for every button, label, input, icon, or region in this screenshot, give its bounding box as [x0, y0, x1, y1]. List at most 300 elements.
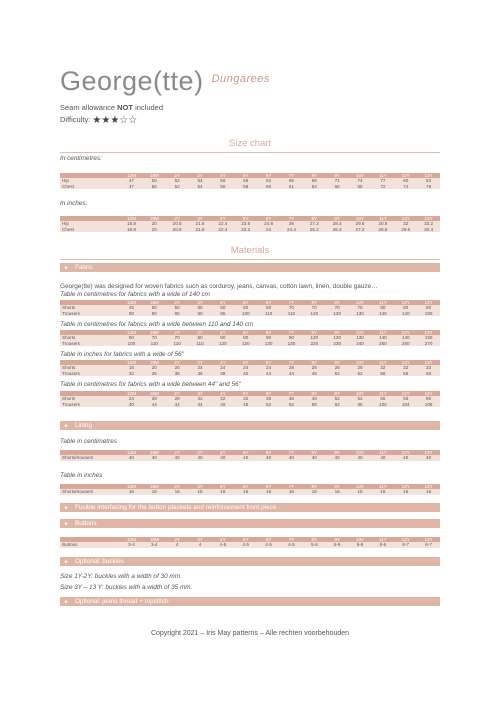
table-cell: 90 [197, 310, 203, 316]
size-header-cell: 4Y [220, 391, 226, 396]
table-cell: 68 [311, 178, 317, 184]
table-cell: 30.4 [424, 226, 434, 232]
table-cell: 59 [243, 178, 249, 184]
size-header-cell: 4Y [220, 537, 226, 542]
table-cell: 56 [380, 370, 386, 376]
size-header-cell: 2Y [174, 330, 180, 335]
table-cell: 23.6 [241, 221, 251, 227]
row-label: Shorts [62, 335, 76, 341]
table-cell: 140 [401, 310, 410, 316]
table-cell: 5-6 [379, 542, 387, 548]
table-cell: 32 [380, 365, 386, 371]
table-cell: 130 [287, 340, 296, 346]
size-header-cell: 2Y [174, 450, 180, 455]
size-header-cell: 11Y [378, 360, 387, 365]
table-cell: 33.2 [424, 221, 434, 227]
table-cell: 40 [243, 455, 249, 461]
table-cell: 90 [266, 335, 272, 341]
size-header-cell: 18M [149, 173, 159, 178]
table-cell: 40 [220, 455, 226, 461]
star-rating-icon: ★★★☆☆ [92, 115, 138, 126]
table-cell: 6-7 [425, 542, 432, 548]
fabric-table-4-caption: Table in centimetres for fabrics with a wide between 44" and 56" [60, 381, 241, 388]
table-cell: 110 [173, 340, 181, 346]
table-cell: 80 [380, 305, 386, 311]
table-cell: 52 [357, 370, 363, 376]
difficulty-rating [60, 115, 137, 126]
table-cell: 26 [288, 221, 294, 227]
buttons-band-label: Buttons [74, 520, 97, 527]
table-cell: 50 [151, 305, 157, 311]
table-cell: 40 [174, 455, 180, 461]
table-cell: 40 [151, 455, 157, 461]
table-row [60, 311, 440, 316]
table-row [60, 227, 440, 232]
table-cell: 3-4 [128, 542, 135, 548]
size-header-cell: 12M [126, 300, 136, 305]
table-cell: 56 [380, 396, 386, 402]
size-header-cell: 5Y [242, 330, 249, 335]
row-label: Hip [62, 221, 69, 227]
table-cell: 80 [403, 178, 409, 184]
table-cell: 16 [288, 489, 294, 495]
table-row [60, 184, 440, 189]
size-header-cell: 5Y [242, 173, 249, 178]
chevron-right-icon: ► [64, 559, 69, 565]
size-header-cell: 11Y [378, 484, 387, 489]
table-cell: 21.6 [195, 226, 205, 232]
size-header-cell: 4Y [220, 216, 226, 221]
row-label: Hip [62, 178, 69, 184]
footer-copyright: Copyright 2021 – Iris May patterns – Alle rechten voorbehouden [150, 630, 350, 637]
table-cell: 28 [151, 396, 157, 402]
size-header-cell: 12Y [401, 216, 410, 221]
row-label: Trousers [62, 340, 80, 346]
table-cell: 110 [196, 340, 204, 346]
size-header-cell: 4Y [220, 330, 226, 335]
table-cell: 20 [174, 365, 180, 371]
table-cell: 60 [426, 396, 432, 402]
size-header-cell: 3Y [197, 360, 203, 365]
table-cell: 50 [151, 178, 157, 184]
size-header-cell: 5Y [242, 450, 249, 455]
size-header-cell: 12M [126, 360, 136, 365]
size-header-cell: 5Y [242, 537, 249, 542]
table-cell: 130 [264, 340, 273, 346]
materials-heading: Materials [60, 245, 440, 256]
table-cell: 60 [128, 335, 134, 341]
table-cell: 24 [266, 365, 272, 371]
size-header-cell: 11Y [378, 173, 387, 178]
table-cell: 52 [174, 178, 180, 184]
table-cell: 30.8 [378, 221, 388, 227]
table-cell: 48 [243, 401, 249, 407]
size-header-cell: 12Y [401, 537, 410, 542]
table-cell: 52 [334, 370, 340, 376]
table-cell: 150 [424, 335, 433, 341]
table-cell: 45 [128, 305, 134, 311]
row-label: Trousers [62, 370, 80, 376]
table-cell: 230 [333, 340, 341, 346]
table-cell: 63 [311, 183, 317, 189]
table-cell: 16 [151, 489, 157, 495]
table-cell: 68 [357, 183, 363, 189]
table-cell: 48 [311, 396, 317, 402]
table-cell: 260 [401, 340, 410, 346]
size-header-cell: 2Y [174, 360, 180, 365]
table-cell: 104 [401, 401, 410, 407]
table-cell: 24 [220, 365, 226, 371]
size-header-cell: 10Y [355, 216, 365, 221]
table-cell: 36 [197, 370, 203, 376]
table-cell: 23.2 [241, 226, 251, 232]
table-cell: 32 [403, 221, 409, 227]
size-header-cell: 13Y [424, 173, 433, 178]
size-chart-inch-table [60, 216, 440, 232]
row-label: Shorts [62, 365, 76, 371]
size-header-cell: 5Y [242, 484, 249, 489]
table-cell: 5-6 [356, 542, 364, 548]
size-header-cell: 12Y [401, 450, 410, 455]
size-header-cell: 3Y [197, 537, 203, 542]
size-header-cell: 3Y [197, 484, 203, 489]
table-cell: 40 [311, 455, 317, 461]
table-cell: 16 [220, 489, 226, 495]
table-cell: 48 [220, 401, 226, 407]
size-header-cell: 11Y [378, 300, 387, 305]
table-cell: 83 [426, 178, 432, 184]
table-cell: 56 [403, 396, 409, 402]
size-header-cell: 11Y [378, 450, 387, 455]
row-label: Shorts [62, 305, 76, 311]
size-header-cell: 9Y [334, 391, 340, 396]
size-header-cell: 9Y [334, 216, 340, 221]
table-cell: 40 [266, 455, 272, 461]
size-header-cell: 3Y [197, 173, 203, 178]
size-header-cell: 3Y [197, 391, 203, 396]
size-header-cell: 4Y [220, 360, 226, 365]
table-cell: 40 [357, 455, 363, 461]
fabric-table-2-caption: Table in centimetres for fabrics with a wide between 110 and 140 cm [60, 321, 254, 328]
table-cell: 16 [243, 489, 249, 495]
chevron-right-icon: ► [64, 423, 69, 429]
table-cell: 36 [288, 396, 294, 402]
size-header-cell: 18M [149, 330, 159, 335]
table-row [60, 402, 440, 407]
table-cell: 44 [197, 401, 203, 407]
table-cell: 120 [219, 340, 227, 346]
table-cell: 65 [288, 178, 294, 184]
table-cell: 66 [334, 183, 340, 189]
row-label: Chest [62, 183, 75, 189]
table-cell: 74 [357, 178, 363, 184]
fabric-table-3 [60, 360, 440, 376]
table-cell: 20.8 [172, 226, 182, 232]
size-header-cell: 6Y [265, 391, 272, 396]
table-cell: 60 [243, 305, 249, 311]
lining-band [60, 421, 440, 430]
lining-cm-table [60, 450, 440, 461]
table-cell: 95 [220, 310, 226, 316]
buttons-table [60, 537, 440, 548]
size-header-cell: 12Y [401, 484, 410, 489]
size-header-cell: 12M [126, 484, 136, 489]
table-cell: 16 [266, 489, 272, 495]
table-cell: 4-5 [242, 542, 250, 548]
size-header-cell: 18M [149, 537, 159, 542]
size-header-cell: 10Y [355, 360, 365, 365]
table-cell: 60 [266, 305, 272, 311]
table-cell: 44 [288, 370, 294, 376]
table-cell: 70 [357, 305, 363, 311]
table-cell: 52 [174, 183, 180, 189]
table-cell: 20.8 [172, 221, 182, 227]
table-cell: 32 [243, 396, 249, 402]
size-header-cell: 11Y [378, 330, 387, 335]
size-header-cell: 7Y [288, 450, 295, 455]
size-header-cell: 12Y [401, 173, 410, 178]
seam-allowance-note [60, 103, 163, 112]
table-cell: 54 [197, 183, 203, 189]
size-header-cell: 8Y [311, 450, 318, 455]
table-cell: 18.8 [126, 221, 136, 227]
table-cell: 18.8 [126, 226, 136, 232]
size-header-cell: 7Y [288, 300, 295, 305]
table-cell: 40 [128, 401, 134, 407]
table-cell: 28 [357, 365, 363, 371]
row-label: Chest [62, 226, 75, 232]
table-cell: 36 [266, 396, 272, 402]
table-cell: 60 [266, 183, 272, 189]
size-header-cell: 4Y [220, 300, 226, 305]
size-header-cell: 6Y [265, 450, 272, 455]
fabric-band-label: Fabric [74, 264, 93, 271]
size-header-cell: 2Y [174, 300, 180, 305]
table-cell: 20 [151, 365, 157, 371]
size-header-cell: 5Y [242, 300, 249, 305]
chevron-right-icon: ► [64, 521, 69, 527]
seam-suffix: included [135, 103, 164, 112]
size-header-cell: 6Y [265, 173, 272, 178]
table-cell: 90 [151, 310, 157, 316]
size-header-cell: 8Y [311, 173, 318, 178]
table-cell: 44 [174, 401, 180, 407]
size-header-cell: 2Y [174, 391, 180, 396]
buckles-line-2: Size 3Y – 13 Y: buckles with a width of 35 mm. [60, 584, 193, 591]
size-header-cell: 9Y [334, 173, 340, 178]
fabric-table-2 [60, 330, 440, 346]
lining-cm-caption: Table in centimetres [60, 438, 117, 445]
table-cell: 108 [424, 401, 433, 407]
size-header-cell: 7Y [288, 216, 295, 221]
table-cell: 140 [379, 335, 387, 341]
size-header-cell: 12Y [401, 391, 410, 396]
table-cell: 52 [266, 401, 272, 407]
table-cell: 4-5 [265, 542, 272, 548]
interfacing-band-label: Fusible interfacing for the button plackets and reinforcement front piece [74, 504, 277, 511]
table-row [60, 371, 440, 376]
size-header-cell: 10Y [355, 330, 365, 335]
size-header-cell: 3Y [197, 300, 203, 305]
table-cell: 72 [380, 183, 386, 189]
seam-bold: NOT [117, 103, 133, 112]
size-header-cell: 7Y [288, 360, 295, 365]
size-header-cell: 6Y [265, 360, 272, 365]
size-header-cell: 8Y [311, 216, 318, 221]
table-cell: 40 [334, 455, 340, 461]
table-cell: 250 [379, 340, 387, 346]
table-cell: 24 [266, 226, 272, 232]
table-cell: 62 [266, 178, 272, 184]
table-cell: 6-7 [402, 542, 410, 548]
size-header-cell: 12M [126, 537, 136, 542]
table-cell: 76 [426, 183, 432, 189]
size-header-cell: 10Y [355, 391, 365, 396]
table-cell: 80 [197, 335, 203, 341]
size-header-cell: 12Y [401, 330, 410, 335]
table-cell: 27.2 [309, 221, 319, 227]
difficulty-label: Difficulty: [60, 115, 91, 124]
size-header-cell: 7Y [288, 537, 295, 542]
table-cell: 100 [379, 401, 387, 407]
table-cell: 80 [243, 335, 249, 341]
table-cell: 120 [310, 310, 319, 316]
size-chart-heading: Size chart [60, 138, 440, 149]
table-row [60, 455, 440, 460]
size-header-cell: 13Y [424, 360, 433, 365]
table-cell: 56 [220, 178, 226, 184]
table-cell: 16 [174, 489, 180, 495]
table-cell: 16 [426, 489, 432, 495]
fabric-band [60, 263, 440, 272]
size-chart-cm-table [60, 173, 440, 189]
table-cell: 70 [311, 305, 317, 311]
size-header-cell: 18M [149, 391, 159, 396]
table-cell: 130 [333, 310, 341, 316]
size-header-cell: 2Y [174, 216, 180, 221]
size-header-cell: 6Y [265, 537, 272, 542]
table-cell: 24 [128, 396, 134, 402]
size-header-cell: 8Y [311, 391, 318, 396]
table-cell: 270 [424, 340, 433, 346]
table-cell: 130 [356, 310, 364, 316]
size-header-cell: 11Y [378, 391, 387, 396]
table-row [60, 341, 440, 346]
table-cell: 40 [403, 455, 409, 461]
table-cell: 27.2 [355, 226, 365, 232]
table-cell: 5-6 [310, 542, 318, 548]
table-cell: 56 [220, 183, 226, 189]
size-header-cell: 9Y [334, 330, 340, 335]
size-header-cell: 10Y [355, 484, 365, 489]
size-header-cell: 18M [149, 216, 159, 221]
size-header-cell: 13Y [424, 484, 433, 489]
lining-band-label: Lining [74, 422, 93, 429]
size-header-cell: 18M [149, 484, 159, 489]
table-cell: 24 [243, 365, 249, 371]
size-header-cell: 9Y [334, 537, 340, 542]
table-cell: 24 [197, 365, 203, 371]
table-cell: 74 [403, 183, 409, 189]
table-cell: 40 [288, 455, 294, 461]
table-cell: 28.4 [332, 221, 342, 227]
size-header-cell: 9Y [334, 300, 340, 305]
table-cell: 150 [424, 310, 433, 316]
table-cell: 20 [151, 226, 157, 232]
table-cell: 40 [128, 455, 134, 461]
size-header-cell: 8Y [311, 300, 318, 305]
chevron-right-icon: ► [64, 505, 69, 511]
table-cell: 22.4 [218, 221, 228, 227]
size-header-cell: 5Y [242, 216, 249, 221]
row-label: Buttons [62, 542, 78, 548]
table-cell: 47 [128, 183, 134, 189]
table-cell: 70 [174, 335, 180, 341]
table-cell: 28 [174, 396, 180, 402]
table-cell: 77 [380, 178, 386, 184]
table-cell: 4-5 [288, 542, 295, 548]
table-cell: 16 [380, 489, 386, 495]
size-header-cell: 12M [126, 330, 136, 335]
table-cell: 29.6 [355, 221, 365, 227]
jeans-band [60, 597, 440, 606]
table-cell: 16 [357, 489, 363, 495]
table-cell: 28 [311, 365, 317, 371]
table-cell: 32 [426, 365, 432, 371]
table-cell: 4 [175, 542, 179, 548]
table-cell: 3-4 [150, 542, 158, 548]
table-cell: 28 [334, 365, 340, 371]
table-cell: 16 [334, 489, 340, 495]
table-cell: 88 [311, 401, 317, 407]
row-label: Shorts/trousers [62, 489, 94, 495]
buckles-band-label: Optional: buckles [74, 558, 124, 565]
size-header-cell: 11Y [378, 216, 387, 221]
size-header-cell: 10Y [355, 450, 365, 455]
table-cell: 80 [220, 335, 226, 341]
fabric-table-1-caption: Table in centimetres for fabrics with a wide of 140 cm [60, 291, 211, 298]
table-cell: 70 [334, 305, 340, 311]
size-header-cell: 10Y [355, 173, 365, 178]
table-cell: 40 [197, 455, 203, 461]
fabric-table-1 [60, 300, 440, 316]
table-cell: 16 [311, 489, 317, 495]
size-header-cell: 12Y [401, 300, 410, 305]
size-header-cell: 7Y [288, 330, 295, 335]
table-row [60, 542, 440, 547]
row-label: Trousers [62, 401, 80, 407]
seam-prefix: Seam allowance [60, 103, 116, 112]
table-cell: 110 [264, 310, 273, 316]
row-label: Shorts [62, 396, 76, 402]
jeans-band-label: Optional: jeans thread + topstitch [74, 598, 169, 605]
table-row [60, 489, 440, 494]
interfacing-band [60, 503, 440, 512]
size-header-cell: 9Y [334, 484, 340, 489]
table-cell: 100 [127, 340, 136, 346]
table-cell: 28.8 [378, 226, 388, 232]
table-cell: 110 [287, 310, 296, 316]
size-header-cell: 12M [126, 216, 136, 221]
table-cell: 50 [151, 183, 157, 189]
table-cell: 32 [403, 365, 409, 371]
table-cell: 40 [243, 370, 249, 376]
table-cell: 90 [174, 310, 180, 316]
size-header-cell: 3Y [197, 216, 203, 221]
table-cell: 20 [151, 221, 157, 227]
table-cell: 22.4 [218, 226, 228, 232]
table-cell: 130 [310, 335, 319, 341]
